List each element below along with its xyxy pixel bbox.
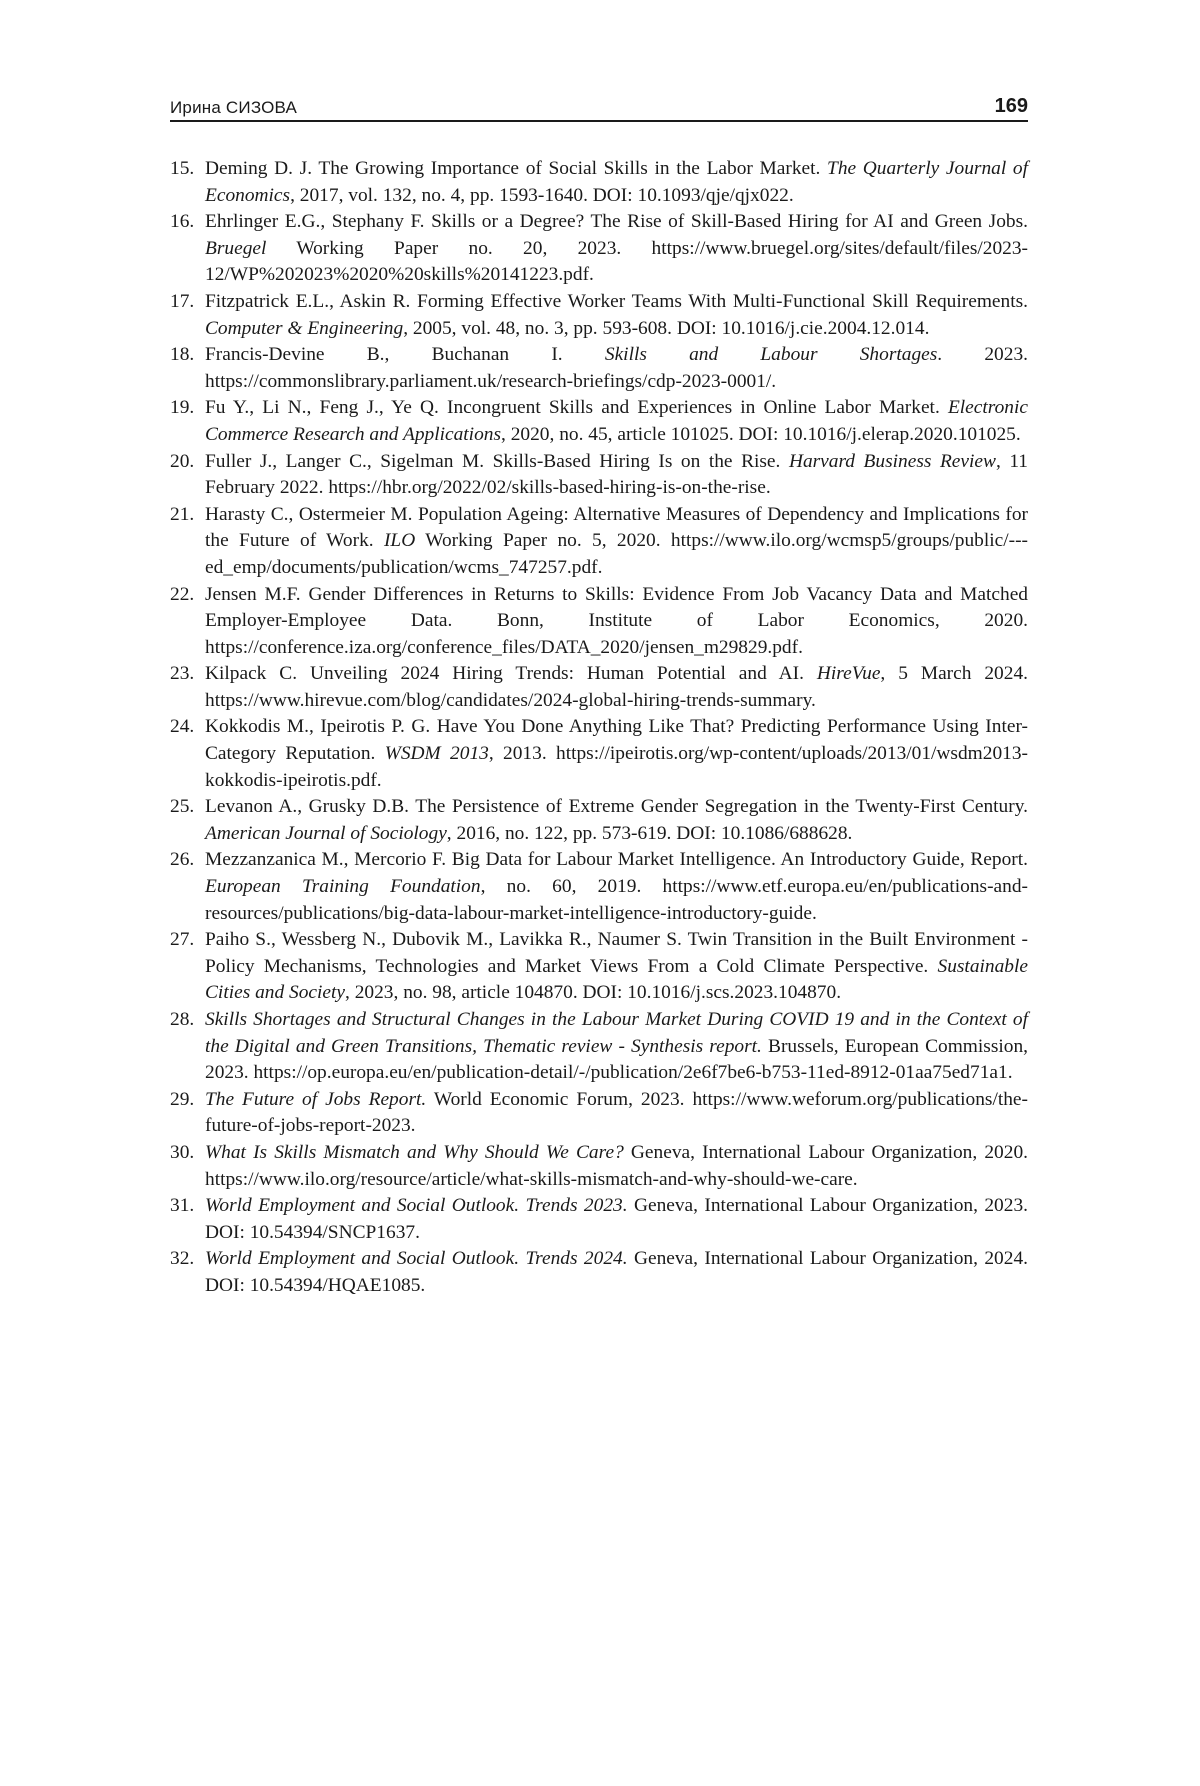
reference-item bbox=[170, 661, 1028, 714]
reference-title-italic: Bruegel bbox=[205, 237, 267, 259]
reference-text-segment: Mezzanzanica M., Mercorio F. Big Data for Labour Market Intelligence. An Introductory Guide, Report. bbox=[205, 849, 1028, 871]
reference-item bbox=[170, 449, 1028, 502]
reference-text-segment: , no. 60, 2019. https://www.etf.europa.eu/en/publications-and-resources/publications/big-data-labour-market-intelligence-introductory-guide. bbox=[205, 876, 1028, 924]
reference-item bbox=[170, 927, 1028, 1007]
reference-title-italic: What Is Skills Mismatch and Why Should We Care? bbox=[205, 1141, 624, 1163]
reference-text-segment: World Economic Forum, 2023. https://www.weforum.org/publications/the-future-of-jobs-report-2023. bbox=[205, 1088, 1028, 1137]
reference-text bbox=[205, 847, 1028, 927]
reference-number: 15. bbox=[170, 158, 195, 179]
reference-item bbox=[170, 714, 1028, 794]
reference-text-segment: , 2013. https://ipeirotis.org/wp-content/uploads/2013/01/wsdm2013-kokkodis-ipeirotis.pdf. bbox=[205, 743, 1028, 791]
reference-text-segment: , 2016, no. 122, pp. 573-619. DOI: 10.1086/688628. bbox=[446, 822, 853, 844]
reference-text-segment: Working Paper no. 20, 2023. https://www.bruegel.org/sites/default/files/2023-12/WP%202023%2020%20skills%20141223.pdf. bbox=[205, 237, 1028, 286]
reference-text bbox=[205, 395, 1028, 448]
reference-text bbox=[205, 582, 1028, 662]
reference-text-segment: Working Paper no. 5, 2020. https://www.ilo.org/wcmsp5/groups/public/---ed_emp/documents/publication/wcms_747257.pdf. bbox=[205, 530, 1028, 578]
reference-title-italic: WSDM 2013 bbox=[384, 743, 489, 765]
reference-title-italic: The Future of Jobs Report. bbox=[205, 1088, 427, 1110]
reference-text-segment: Francis-Devine B., Buchanan I. bbox=[205, 344, 605, 366]
reference-number: 22. bbox=[170, 583, 195, 605]
reference-number: 26. bbox=[170, 849, 195, 871]
reference-number: 19. bbox=[170, 397, 195, 419]
reference-list bbox=[170, 156, 1028, 1300]
reference-title-italic: World Employment and Social Outlook. Trends 2024. bbox=[205, 1248, 628, 1270]
reference-item bbox=[170, 1087, 1028, 1140]
reference-item bbox=[170, 342, 1028, 395]
reference-text bbox=[205, 714, 1028, 794]
reference-text-segment: Geneva, International Labour Organization, 2024. DOI: 10.54394/HQAE1085. bbox=[205, 1248, 1028, 1296]
reference-text bbox=[205, 1193, 1028, 1246]
reference-number: 30. bbox=[170, 1141, 195, 1163]
reference-text-segment: Kilpack C. Unveiling 2024 Hiring Trends: Human Potential and AI. bbox=[205, 663, 817, 685]
reference-text-segment: , 2005, vol. 48, no. 3, pp. 593-608. DOI: 10.1016/j.cie.2004.12.014. bbox=[403, 317, 930, 339]
reference-item bbox=[170, 582, 1028, 662]
reference-number: 27. bbox=[170, 929, 195, 951]
reference-text-segment: , 2023, no. 98, article 104870. DOI: 10.1016/j.scs.2023.104870. bbox=[345, 982, 842, 1004]
book-page bbox=[170, 90, 1028, 1300]
reference-text-segment: . 2023. https://commonslibrary.parliament.uk/research-briefings/cdp-2023-0001/. bbox=[205, 344, 1028, 392]
page-number: 169 bbox=[994, 95, 1028, 117]
reference-item bbox=[170, 395, 1028, 448]
running-head-author: Ирина СИЗОВА bbox=[170, 98, 298, 117]
reference-number: 31. bbox=[170, 1195, 195, 1217]
reference-text bbox=[205, 289, 1028, 342]
running-head bbox=[170, 90, 1028, 122]
reference-text-segment: , 2020, no. 45, article 101025. DOI: 10.1016/j.elerap.2020.101025. bbox=[501, 423, 1021, 445]
reference-item bbox=[170, 1193, 1028, 1246]
reference-text-segment: Harasty C., Ostermeier M. Population Ageing: Alternative Measures of Dependency and Implications for the Future of Work. bbox=[205, 503, 1028, 552]
reference-title-italic: Harvard Business Review bbox=[788, 450, 996, 472]
reference-title-italic: Skills Shortages and Structural Changes in the Labour Market During COVID 19 and in the Context of the Digital and Green Transitions, Thematic review - Synthesis report. bbox=[205, 1009, 1028, 1057]
reference-text bbox=[205, 209, 1028, 289]
reference-number: 21. bbox=[170, 503, 195, 525]
reference-number: 17. bbox=[170, 290, 195, 312]
reference-text-segment: Fitzpatrick E.L., Askin R. Forming Effective Worker Teams With Multi-Functional Skill Requirements. bbox=[205, 290, 1028, 312]
reference-title-italic: Computer & Engineering bbox=[205, 317, 404, 339]
reference-number: 32. bbox=[170, 1248, 195, 1270]
reference-number: 25. bbox=[170, 796, 195, 818]
reference-number: 16. bbox=[170, 211, 195, 233]
reference-text-segment: , 11 February 2022. https://hbr.org/2022/02/skills-based-hiring-is-on-the-rise. bbox=[205, 450, 1028, 499]
reference-text bbox=[205, 794, 1028, 847]
reference-text-segment: Ehrlinger E.G., Stephany F. Skills or a Degree? The Rise of Skill-Based Hiring for AI and Green Jobs. bbox=[205, 211, 1028, 233]
reference-number: 20. bbox=[170, 450, 195, 472]
reference-text bbox=[205, 661, 1028, 714]
reference-text bbox=[205, 1140, 1028, 1193]
reference-item bbox=[170, 1007, 1028, 1087]
reference-text-segment: , 2017, vol. 132, no. 4, pp. 1593-1640. DOI: 10.1093/qje/qjx022. bbox=[290, 184, 794, 206]
reference-title-italic: World Employment and Social Outlook. Trends 2023. bbox=[205, 1195, 628, 1217]
reference-text-segment: Brussels, European Commission, 2023. https://op.europa.eu/en/publication-detail/-/publication/2e6f7be6-b753-11ed-8912-01aa75ed71a1. bbox=[205, 1035, 1028, 1084]
reference-item bbox=[170, 156, 1028, 209]
reference-item bbox=[170, 847, 1028, 927]
reference-number: 18. bbox=[170, 344, 195, 366]
reference-item bbox=[170, 1140, 1028, 1193]
reference-text bbox=[205, 1007, 1028, 1087]
reference-item bbox=[170, 502, 1028, 582]
reference-item bbox=[170, 289, 1028, 342]
reference-title-italic: HireVue bbox=[816, 663, 881, 685]
reference-title-italic: Sustainable Cities and Society bbox=[205, 955, 1028, 1004]
reference-text bbox=[205, 342, 1028, 395]
reference-text bbox=[205, 1087, 1028, 1140]
reference-number: 28. bbox=[170, 1009, 195, 1030]
reference-number: 29. bbox=[170, 1088, 195, 1110]
reference-text bbox=[205, 449, 1028, 502]
reference-title-italic: The Quarterly Journal of Economics bbox=[205, 158, 1028, 206]
reference-text-segment: Geneva, International Labour Organization, 2020. https://www.ilo.org/resource/article/what-skills-mismatch-and-why-should-we-care. bbox=[205, 1141, 1028, 1190]
reference-item bbox=[170, 1246, 1028, 1299]
reference-text bbox=[205, 502, 1028, 582]
reference-text bbox=[205, 1246, 1028, 1299]
reference-text-segment: , 5 March 2024. https://www.hirevue.com/blog/candidates/2024-global-hiring-trends-summary. bbox=[205, 663, 1028, 711]
reference-text-segment: Jensen M.F. Gender Differences in Returns to Skills: Evidence From Job Vacancy Data and Matched Employer-Employee Data. Bonn, Institute of Labor Economics, 2020. https://conference.iza.org/conference_files/DATA_2020/jensen_m29829.pdf. bbox=[205, 583, 1028, 658]
reference-text-segment: Fu Y., Li N., Feng J., Ye Q. Incongruent Skills and Experiences in Online Labor Market. bbox=[205, 397, 948, 419]
reference-item bbox=[170, 209, 1028, 289]
reference-text-segment: Kokkodis M., Ipeirotis P. G. Have You Done Anything Like That? Predicting Performance Using Inter-Category Reputation. bbox=[205, 716, 1028, 765]
reference-text-segment: Fuller J., Langer C., Sigelman M. Skills-Based Hiring Is on the Rise. bbox=[205, 450, 789, 472]
reference-text-segment: Paiho S., Wessberg N., Dubovik M., Lavikka R., Naumer S. Twin Transition in the Built Environment - Policy Mechanisms, Technologies and Market Views From a Cold Climate Perspective. bbox=[205, 929, 1028, 977]
reference-title-italic: ILO bbox=[383, 530, 416, 552]
reference-text bbox=[205, 927, 1028, 1007]
reference-text bbox=[205, 156, 1028, 209]
reference-number: 24. bbox=[170, 716, 195, 738]
reference-text-segment: Levanon A., Grusky D.B. The Persistence of Extreme Gender Segregation in the Twenty-First Century. bbox=[205, 796, 1028, 818]
reference-title-italic: Skills and Labour Shortages bbox=[604, 344, 938, 366]
reference-text-segment: Geneva, International Labour Organization, 2023. DOI: 10.54394/SNCP1637. bbox=[205, 1195, 1028, 1243]
reference-title-italic: European Training Foundation bbox=[205, 876, 481, 898]
reference-text-segment: Deming D. J. The Growing Importance of Social Skills in the Labor Market. bbox=[205, 158, 828, 179]
reference-title-italic: American Journal of Sociology bbox=[205, 822, 447, 844]
reference-item bbox=[170, 794, 1028, 847]
reference-title-italic: Electronic Commerce Research and Applications bbox=[205, 397, 1028, 445]
reference-number: 23. bbox=[170, 663, 195, 685]
